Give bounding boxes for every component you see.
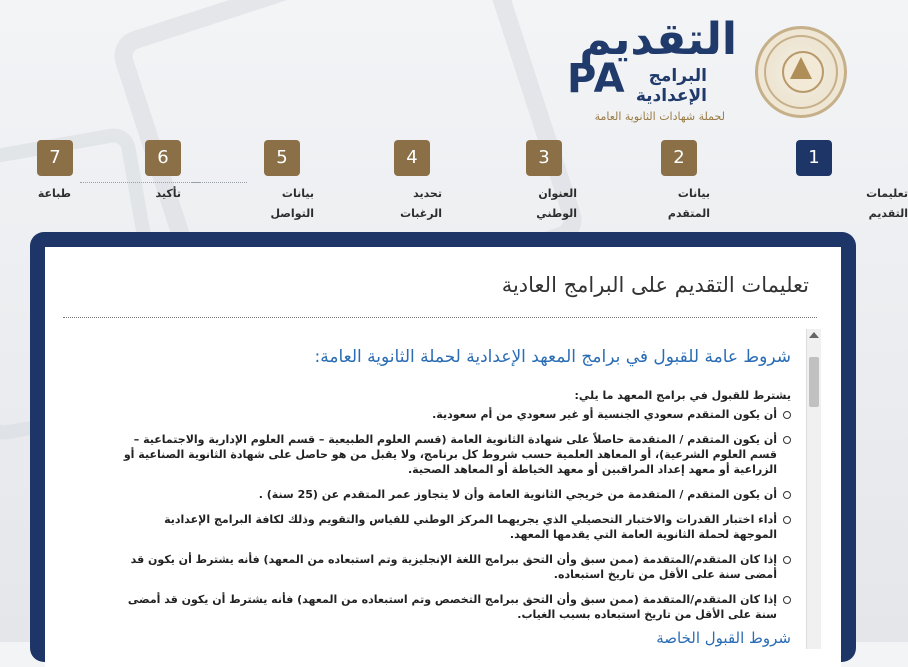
next-section-heading: شروط القبول الخاصة — [656, 629, 791, 647]
step-label: طباعة — [37, 187, 71, 200]
step-number: 3 — [526, 140, 562, 176]
step-number: 6 — [145, 140, 181, 176]
brand-subtitle-2: الإعدادية — [635, 86, 707, 106]
brand-pa-mark: PA — [567, 56, 626, 102]
conditions-list — [121, 407, 791, 632]
list-item: إذا كان المتقدم/المتقدمة (ممن سبق وأن التحق ببرامج التخصص وتم استبعاده من المعهد) فأنه يشترط أن يكون قد أمضى سنة على الأقل من تاريخ استبعاده بسبب الغياب. — [121, 592, 791, 622]
step-label: تحديد الرغبات — [400, 187, 442, 220]
brand-logo — [567, 14, 737, 128]
step-number: 4 — [394, 140, 430, 176]
panel-body — [45, 247, 841, 667]
vertical-scrollbar[interactable] — [806, 329, 821, 649]
brand-subtitle-1: البرامج — [648, 66, 707, 86]
instructions-panel — [30, 232, 856, 662]
step-connector — [192, 182, 247, 183]
step-label: بيانات المتقدم — [667, 187, 710, 220]
section-heading: شروط عامة للقبول في برامج المعهد الإعدادية لحملة الثانوية العامة: — [314, 347, 791, 367]
brand-title: التقديم — [579, 14, 737, 65]
list-item: أداء اختبار القدرات والاختبار التحصيلي الذي يجريهما المركز الوطني للقياس والتقويم وذلك لكافة البرامج الإعدادية الموجهة لحملة الثانوية العامة التي يقدمها المعهد. — [121, 512, 791, 542]
step-number: 7 — [37, 140, 73, 176]
scroll-up-arrow-icon[interactable] — [809, 332, 819, 338]
step-label: تأكيد — [155, 187, 181, 200]
step-number: 5 — [264, 140, 300, 176]
instructions-scroll-area[interactable] — [45, 327, 841, 667]
seal-star-icon — [790, 57, 812, 79]
list-item: إذا كان المتقدم/المتقدمة (ممن سبق وأن التحق ببرامج اللغة الإنجليزية وتم استبعاده من المعهد) فأنه يشترط أن يكون قد أمضى سنة على الأقل من تاريخ استبعاده. — [121, 552, 791, 582]
conditions-intro: يشترط للقبول في برامج المعهد ما يلي: — [574, 389, 791, 402]
title-divider — [63, 317, 817, 318]
brand-tagline: لحملة شهادات الثانوية العامة — [594, 110, 725, 123]
step-label: بيانات التواصل — [270, 187, 314, 220]
step-number: 1 — [796, 140, 832, 176]
progress-stepper — [0, 138, 908, 228]
step-label: العنوان الوطني — [536, 187, 577, 220]
list-item: أن يكون المتقدم / المتقدمة حاصلاً على شهادة الثانوية العامة (قسم العلوم الطبيعية – قسم العلوم الإدارية والاجتماعية – قسم العلوم الشرعية)، أو المعاهد العلمية حسب شروط كل برنامج، ولا يقبل من هو حاصل على شهادة الثانوية الصناعية أو الزراعية أو معهد إعداد المراقبين أو معهد الخياطة أو المعاهد الصحية. — [121, 432, 791, 477]
scroll-thumb[interactable] — [809, 357, 819, 407]
step-label: تعليمات التقديم — [866, 187, 908, 220]
list-item: أن يكون المتقدم سعودي الجنسية أو غير سعودي من أم سعودية. — [121, 407, 791, 422]
step-connector — [80, 182, 200, 183]
institute-seal-icon — [755, 26, 847, 118]
page-title: تعليمات التقديم على البرامج العادية — [501, 273, 809, 297]
list-item: أن يكون المتقدم / المتقدمة من خريجي الثانوية العامة وأن لا يتجاوز عمر المتقدم عن (25 سنة) . — [121, 487, 791, 502]
step-number: 2 — [661, 140, 697, 176]
